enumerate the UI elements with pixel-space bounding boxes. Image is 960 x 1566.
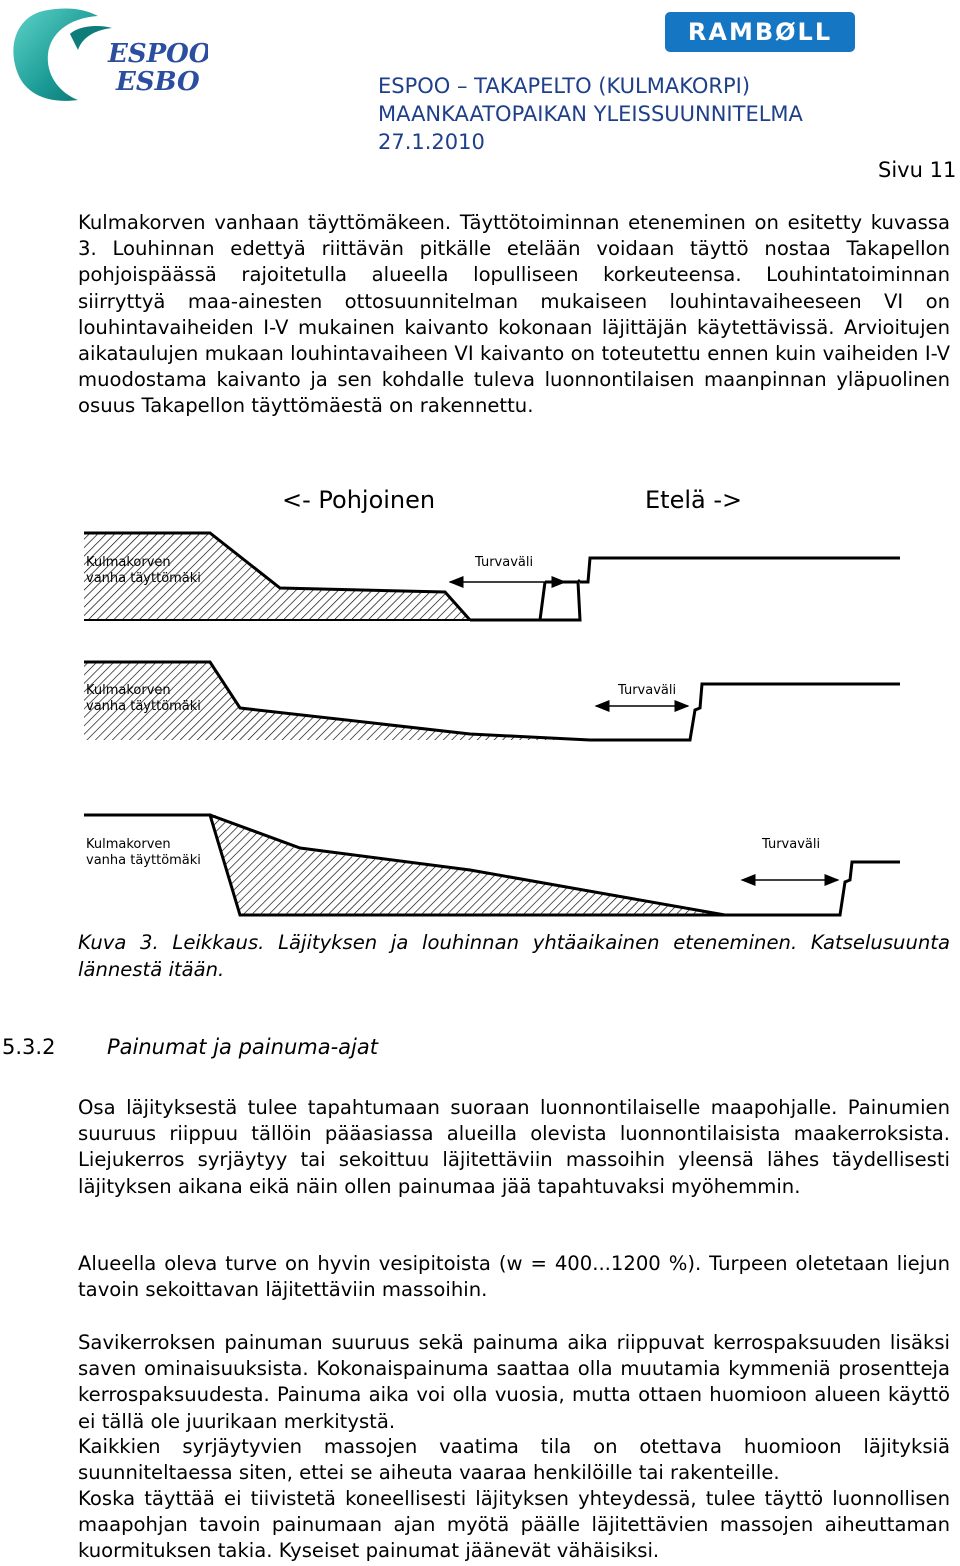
section-panel-3: [84, 815, 900, 915]
svg-text:ESBO: ESBO: [116, 67, 200, 97]
figure-caption: Kuva 3. Leikkaus. Läjityksen ja louhinnan yhtäaikainen eteneminen. Katselusuunta lännestä itään.: [78, 931, 950, 981]
buffer-label-2: Turvaväli: [618, 683, 677, 698]
buffer-label-3: Turvaväli: [762, 837, 821, 852]
old-hill-label-3b: vanha täyttömäki: [86, 853, 201, 868]
intro-paragraph: Kulmakorven vanhaan täyttömäkeen. Täyttötoiminnan eteneminen on esitetty kuvassa 3. Louhinnan edettyä riittävän pitkälle etelään voidaan täyttö nostaa Takapellon pohjoispäässä rajoitetulla alueella lopulliseen korkeuteensa. Louhintatoiminnan siirryttyä maa-ainesten ottosuunnitelman mukaiseen louhintavaiheeseen VI on louhintavaiheiden I-V mukainen kaivanto kokonaan läjittäjän käytettävissä. Arvioitujen aikataulujen mukaan louhintavaiheen VI kaivanto on toteutettu ennen kuin vaiheiden I-V muodostama kaivanto ja sen kohdalle tuleva luonnontilaisen maanpinnan yläpuolinen osuus Takapellon täyttömäestä on rakennettu.: [78, 211, 950, 418]
section-number: 5.3.2: [2, 1035, 56, 1059]
old-hill-label-3a: Kulmakorven: [86, 837, 171, 852]
ramboll-logo-text: RAMBØLL: [687, 18, 833, 46]
paragraph-4: Kaikkien syrjäytyvien massojen vaatima tila on otettava huomioon läjityksiä suunniteltaessa siten, ettei se aiheuta vaaraa henkilöille tai rakenteille.: [78, 1435, 950, 1485]
old-hill-label-2b: vanha täyttömäki: [86, 699, 201, 714]
header-title-line1: ESPOO – TAKAPELTO (KULMAKORPI): [378, 74, 751, 98]
header-title-line2: MAANKAATOPAIKAN YLEISSUUNNITELMA: [378, 102, 803, 126]
paragraph-1: Osa läjityksestä tulee tapahtumaan suoraan luonnontilaiselle maapohjalle. Painumien suuruus riippuu tällöin pääasiassa alueilla olevista luonnontilaisista maakerroksista. Liejukerros syrjäytyy tai sekoittuu läjitettäviin massoihin yleensä lähes täydellisesti läjityksen aikana eikä näin ollen painumaa jää tapahtuvaksi myöhemmin.: [78, 1096, 950, 1198]
section-title: Painumat ja painuma-ajat: [107, 1035, 378, 1059]
svg-text:ESPOO: ESPOO: [108, 39, 208, 69]
paragraph-3: Savikerroksen painuman suuruus sekä painuma aika riippuvat kerrospaksuuden lisäksi saven ominaisuuksista. Kokonaispainuma saattaa olla muutamia kymmeniä prosentteja kerrospaksuudesta. Painuma aika voi olla vuosia, mutta ottaen huomioon alueen käyttö ei tällä ole juurikaan merkitystä.: [78, 1331, 950, 1433]
old-hill-label-1a: Kulmakorven: [86, 555, 171, 570]
paragraph-2: Alueella oleva turve on hyvin vesipitoista (w = 400...1200 %). Turpeen oletetaan liejun tavoin sekoittavan läjitettäviin massoihin.: [78, 1252, 950, 1302]
ramboll-logo: [665, 12, 855, 52]
section-panel-2: [84, 662, 900, 740]
old-hill-label-1b: vanha täyttömäki: [86, 571, 201, 586]
direction-north-label: <- Pohjoinen: [282, 486, 436, 514]
buffer-label-1: Turvaväli: [475, 555, 534, 570]
header-date: 27.1.2010: [378, 130, 485, 154]
paragraph-5: Koska täyttää ei tiivistetä koneellisesti läjityksen yhteydessä, tulee täyttö luonnollisen maapohjan tavoin painumaan ajan myötä päälle läjitettävien massojen aiheuttaman kuormituksen takia. Kyseiset painumat jäänevät vähäisiksi.: [78, 1487, 950, 1563]
espoo-logo: [8, 4, 208, 104]
page-number: Sivu 11: [878, 158, 957, 182]
cross-section-figure: [0, 470, 960, 925]
direction-south-label: Etelä ->: [645, 486, 743, 514]
old-hill-label-2a: Kulmakorven: [86, 683, 171, 698]
section-panel-1: [84, 533, 900, 620]
